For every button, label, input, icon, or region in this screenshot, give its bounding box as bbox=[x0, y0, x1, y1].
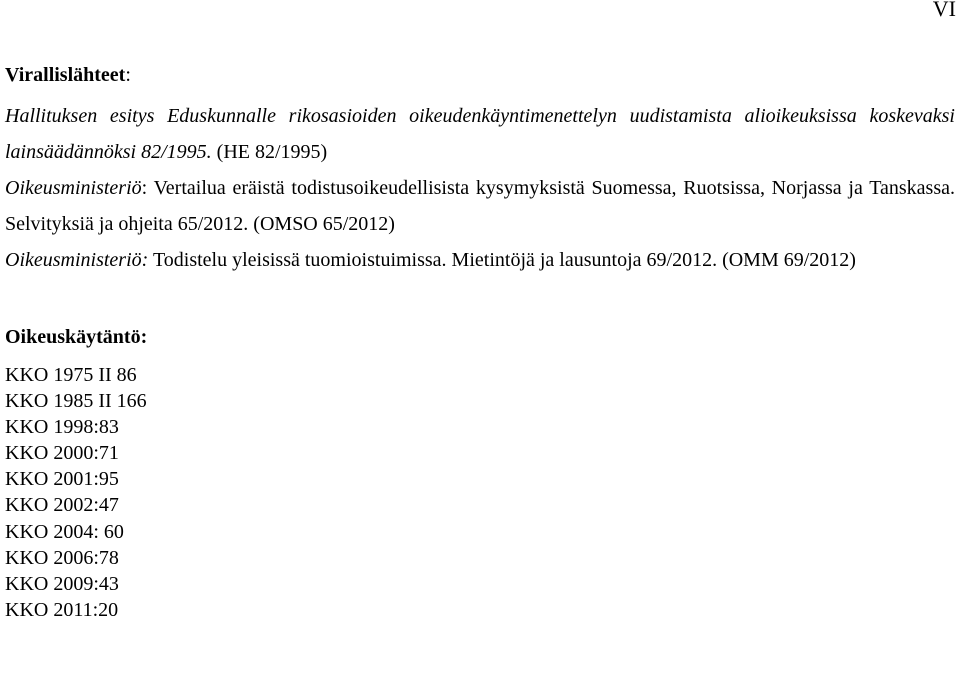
source-entry-2-title: : Vertailua eräistä todistusoikeudellisista kysymyksistä Suomessa, Ruotsissa, Norjassa ja Tanskassa. Selvityksiä ja ohjeita 65/2012. (OMSO 65/2012) bbox=[5, 177, 955, 235]
source-entry-1-title: Hallituksen esitys Eduskunnalle rikosasioiden oikeudenkäyntimenettelyn uudistamista alioikeuksissa koskevaksi lainsäädännöksi 82/1995. bbox=[5, 105, 955, 163]
page-number: VI bbox=[932, 0, 956, 21]
case-item: KKO 2011:20 bbox=[5, 598, 119, 621]
case-item: KKO 2004: 60 bbox=[5, 520, 124, 543]
case-law-list bbox=[5, 362, 955, 623]
official-sources-heading bbox=[5, 62, 955, 88]
case-law-heading: Oikeuskäytäntö: bbox=[5, 326, 148, 348]
official-sources-heading-text: Virallislähteet bbox=[5, 64, 126, 86]
source-entry-3 bbox=[5, 242, 955, 278]
source-entry-1-abbrev: (HE 82/1995) bbox=[211, 141, 328, 163]
case-item: KKO 2001:95 bbox=[5, 468, 119, 491]
case-item: KKO 1998:83 bbox=[5, 416, 119, 439]
case-item: KKO 2002:47 bbox=[5, 494, 119, 517]
official-sources-heading-colon: : bbox=[125, 64, 131, 86]
source-entry-2-author: Oikeusministeriö bbox=[5, 177, 142, 199]
case-item: KKO 2000:71 bbox=[5, 442, 119, 465]
source-entry-2 bbox=[5, 170, 955, 242]
case-item: KKO 2009:43 bbox=[5, 572, 119, 595]
source-entry-3-author: Oikeusministeriö: bbox=[5, 249, 149, 271]
document-body bbox=[5, 62, 955, 623]
source-entry-1 bbox=[5, 98, 955, 170]
case-item: KKO 1985 II 166 bbox=[5, 390, 147, 413]
case-item: KKO 2006:78 bbox=[5, 546, 119, 569]
source-entry-3-title: Todistelu yleisissä tuomioistuimissa. Mietintöjä ja lausuntoja 69/2012. (OMM 69/2012) bbox=[148, 249, 856, 271]
case-item: KKO 1975 II 86 bbox=[5, 364, 137, 386]
